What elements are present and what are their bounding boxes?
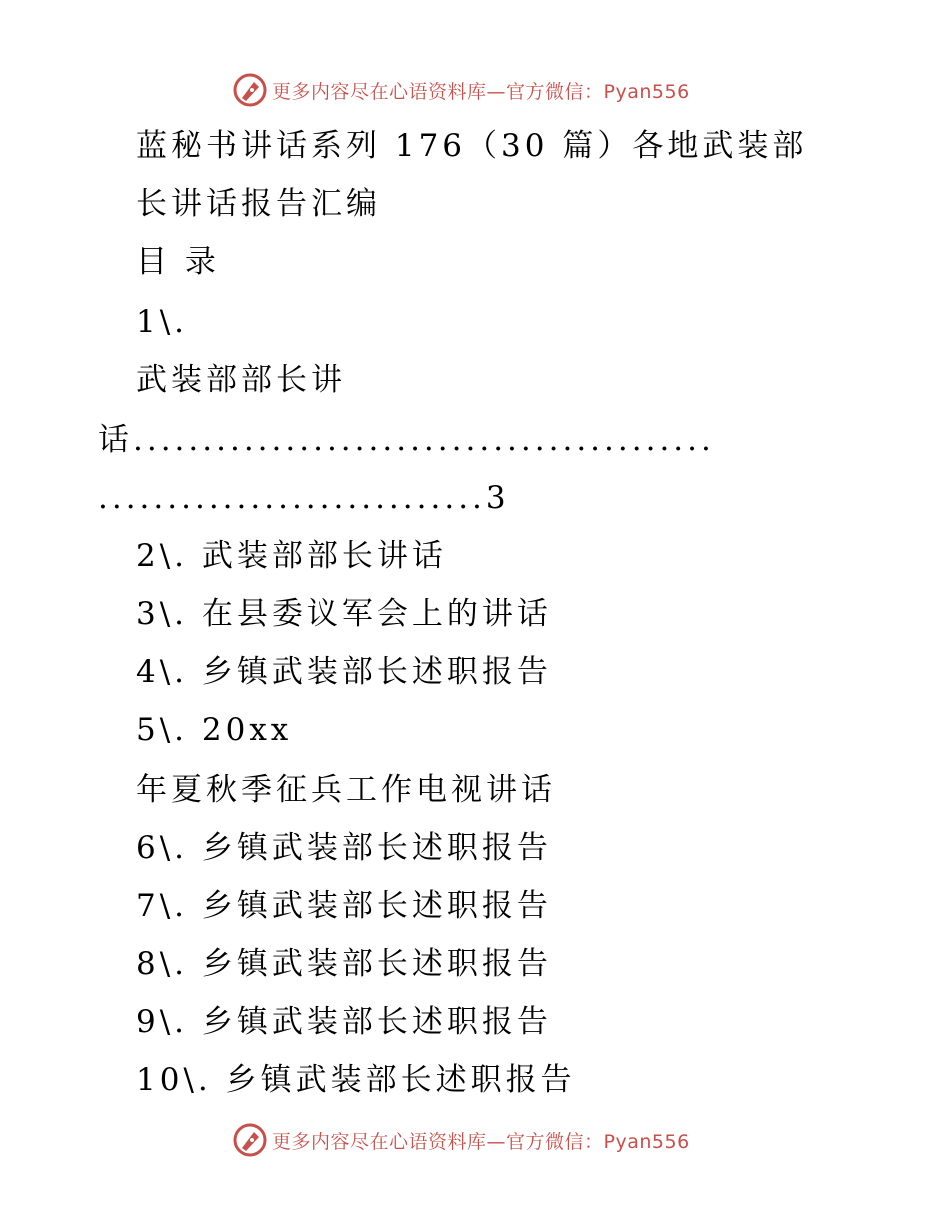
pen-nib-circle-icon bbox=[232, 72, 268, 108]
toc-item: 7\. 乡镇武装部长述职报告 bbox=[136, 888, 552, 924]
banner-text: 更多内容尽在心语资料库—官方微信：Pyan556 bbox=[272, 80, 690, 103]
document-title-line2: 长讲话报告汇编 bbox=[136, 186, 381, 222]
toc-heading: 目 录 bbox=[136, 244, 220, 280]
toc-item: 年夏秋季征兵工作电视讲话 bbox=[136, 772, 556, 808]
toc-item: 6\. 乡镇武装部长述职报告 bbox=[136, 830, 552, 866]
document-title-line1: 蓝秘书讲话系列 176（30 篇）各地武装部 bbox=[136, 128, 808, 164]
footer-banner bbox=[232, 1120, 712, 1160]
toc-item: 10\. 乡镇武装部长述职报告 bbox=[136, 1062, 576, 1098]
toc-item: 1\. bbox=[136, 304, 189, 340]
pen-nib-circle-icon bbox=[232, 1122, 268, 1158]
toc-item: 3\. 在县委议军会上的讲话 bbox=[136, 596, 552, 632]
toc-item: 武装部部长讲 bbox=[136, 362, 346, 398]
toc-leader-line: 话.......................................... bbox=[98, 422, 715, 458]
toc-item: 4\. 乡镇武装部长述职报告 bbox=[136, 654, 552, 690]
toc-item: 8\. 乡镇武装部长述职报告 bbox=[136, 946, 552, 982]
toc-leader-page: ............................3 bbox=[98, 480, 510, 516]
banner-text: 更多内容尽在心语资料库—官方微信：Pyan556 bbox=[272, 1130, 690, 1153]
toc-item: 2\. 武装部部长讲话 bbox=[136, 538, 447, 574]
toc-item: 5\. 20xx bbox=[136, 712, 293, 748]
header-banner bbox=[232, 70, 712, 110]
toc-item: 9\. 乡镇武装部长述职报告 bbox=[136, 1004, 552, 1040]
